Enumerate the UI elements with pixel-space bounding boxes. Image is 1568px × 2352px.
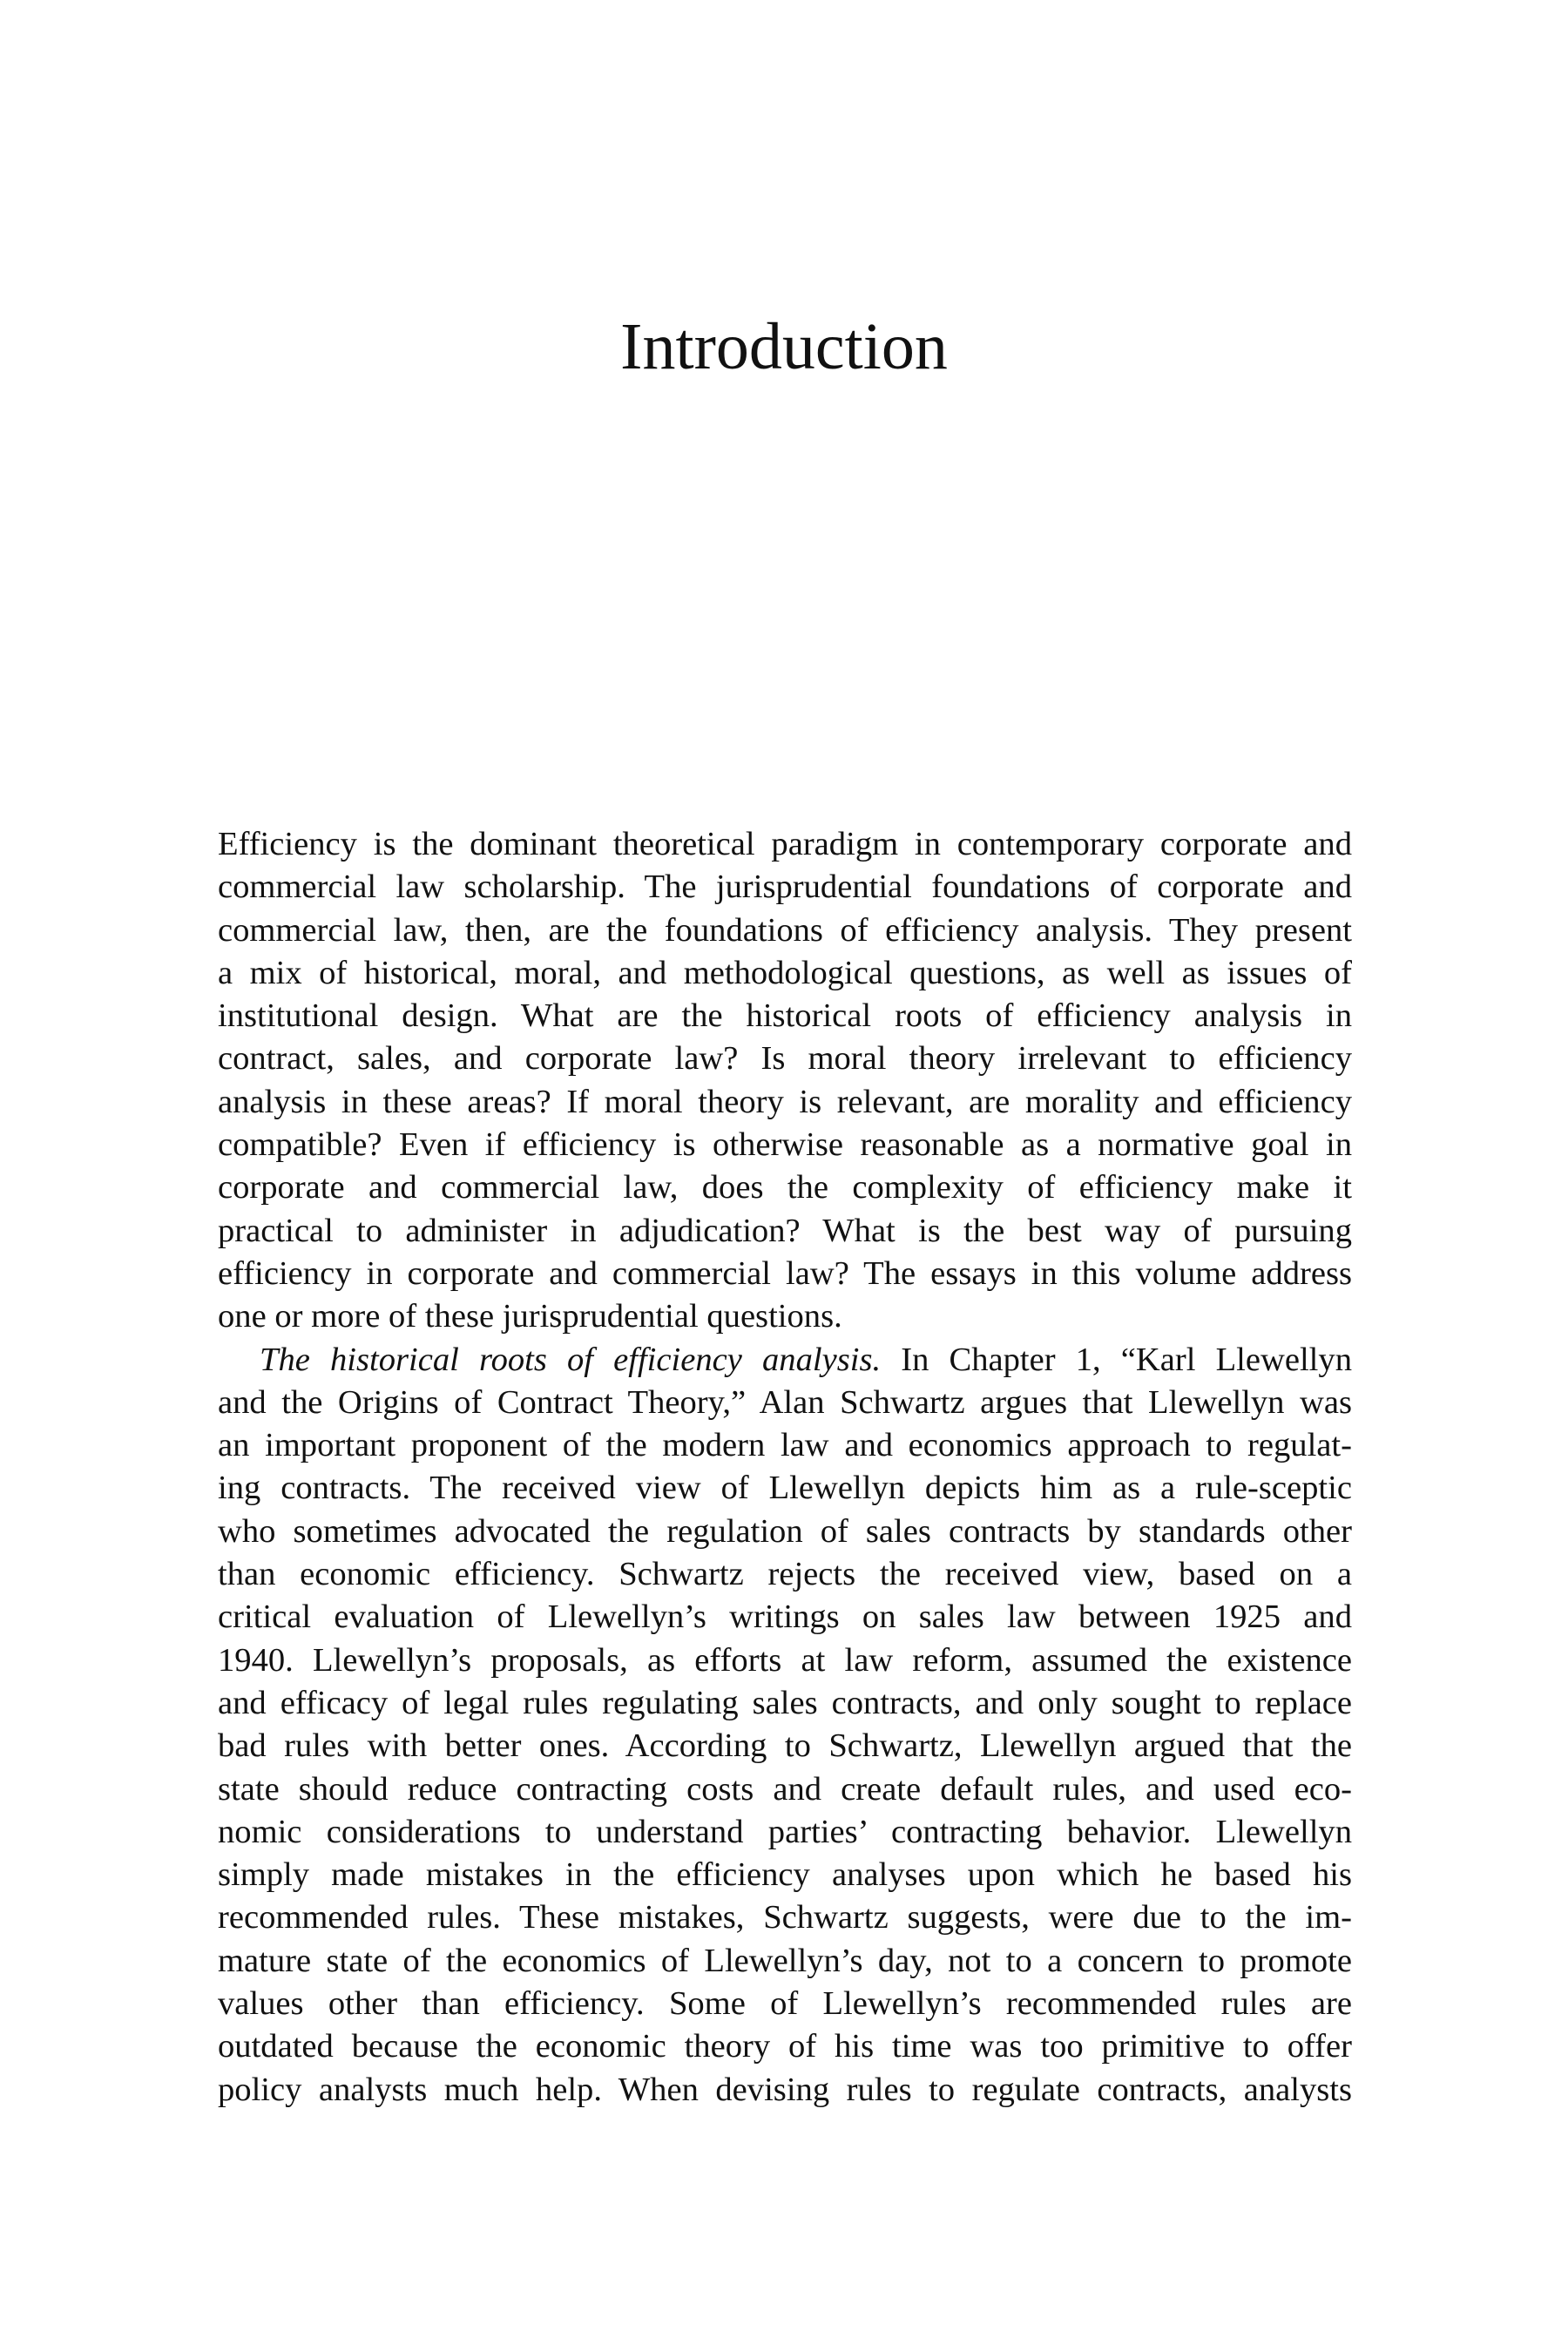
- text-line: analysis in these areas? If moral theory is relevant, are morality and efficiency: [218, 1083, 1352, 1120]
- text-line: bad rules with better ones. According to Schwartz, Llewellyn argued that the: [218, 1727, 1352, 1765]
- text-line: [218, 1339, 1352, 1382]
- paragraph-2: [218, 1339, 1352, 2112]
- text-line: 1940. Llewellyn’s proposals, as efforts at law reform, assumed the existence: [218, 1641, 1352, 1679]
- text-line: who sometimes advocated the regulation of sales contracts by standards other: [218, 1512, 1352, 1550]
- paragraph-1: [218, 823, 1352, 1339]
- text-line: values other than efficiency. Some of Llewellyn’s recommended rules are: [218, 1985, 1352, 2023]
- text-line: nomic considerations to understand parties’ contracting behavior. Llewellyn: [218, 1813, 1352, 1850]
- text-line: institutional design. What are the historical roots of efficiency analysis in: [218, 997, 1352, 1035]
- text-line: a mix of historical, moral, and methodological questions, as well as issues of: [218, 954, 1352, 991]
- text-line: compatible? Even if efficiency is otherwise reasonable as a normative goal in: [218, 1126, 1352, 1164]
- text-line: policy analysts much help. When devising rules to regulate contracts, analysts: [218, 2071, 1352, 2108]
- text-line: simply made mistakes in the efficiency analyses upon which he based his: [218, 1856, 1352, 1894]
- text-run: In Chapter 1, “Karl Llewellyn: [881, 1341, 1352, 1378]
- text-line: Efficiency is the dominant theoretical paradigm in contemporary corporate and: [218, 826, 1352, 862]
- text-line: efficiency in corporate and commercial law? The essays in this volume address: [218, 1254, 1352, 1292]
- run-in-heading: The historical roots of efficiency analysis.: [260, 1341, 882, 1378]
- text-line: mature state of the economics of Llewellyn’s day, not to a concern to promote: [218, 1942, 1352, 1979]
- text-line: ing contracts. The received view of Llewellyn depicts him as a rule-sceptic: [218, 1470, 1352, 1507]
- text-line: one or more of these jurisprudential questions.: [218, 1298, 842, 1335]
- text-line: recommended rules. These mistakes, Schwartz suggests, were due to the im-: [218, 1899, 1352, 1936]
- text-line: contract, sales, and corporate law? Is moral theory irrelevant to efficiency: [218, 1040, 1352, 1078]
- chapter-title: Introduction: [620, 310, 948, 383]
- text-line: than economic efficiency. Schwartz rejects the received view, based on a: [218, 1556, 1352, 1593]
- text-line: corporate and commercial law, does the complexity of efficiency make it: [218, 1169, 1352, 1206]
- text-line: commercial law scholarship. The jurisprudential foundations of corporate and: [218, 868, 1352, 906]
- body-text: [218, 823, 1352, 2112]
- text-line: and the Origins of Contract Theory,” Alan Schwartz argues that Llewellyn was: [218, 1383, 1352, 1421]
- text-line: outdated because the economic theory of his time was too primitive to offer: [218, 2028, 1352, 2065]
- text-line: commercial law, then, are the foundations of efficiency analysis. They present: [218, 911, 1352, 949]
- text-line: and efficacy of legal rules regulating sales contracts, and only sought to replace: [218, 1684, 1352, 1721]
- text-line: an important proponent of the modern law and economics approach to regulat-: [218, 1427, 1352, 1464]
- text-line: state should reduce contracting costs and create default rules, and used eco-: [218, 1770, 1352, 1808]
- text-line: critical evaluation of Llewellyn’s writings on sales law between 1925 and: [218, 1598, 1352, 1636]
- text-line: practical to administer in adjudication? What is the best way of pursuing: [218, 1212, 1352, 1249]
